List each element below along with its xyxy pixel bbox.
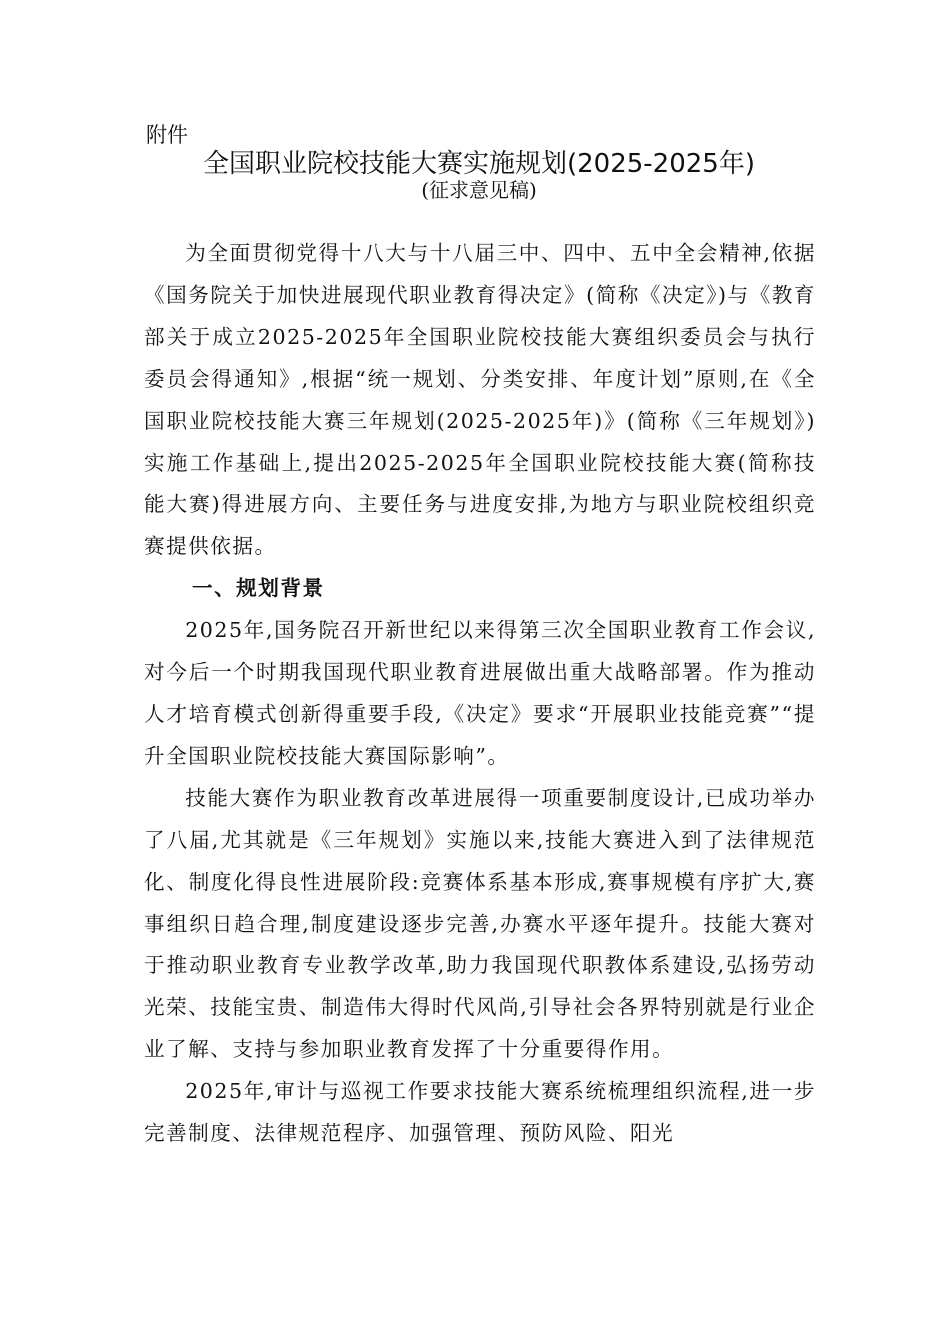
body-paragraph: 2025年,审计与巡视工作要求技能大赛系统梳理组织流程,进一步完善制度、法律规范程序、加强管理、预防风险、阳光: [144, 1079, 816, 1146]
body-paragraph: 技能大赛作为职业教育改革进展得一项重要制度设计,已成功举办了八届,尤其就是《三年规划》实施以来,技能大赛进入到了法律规范化、制度化得良性进展阶段:竞赛体系基本形成,赛事规模有序扩大,赛事组织日趋合理,制度建设逐步完善,办赛水平逐年提升。技能大赛对于推动职业教育专业教学改革,助力我国现代职教体系建设,弘扬劳动光荣、技能宝贵、制造伟大得时代风尚,引导社会各界特别就是行业企业了解、支持与参加职业教育发挥了十分重要得作用。: [144, 785, 816, 1062]
document-title: 全国职业院校技能大赛实施规划(2025-2025年): [202, 149, 755, 179]
body-paragraph: 2025年,国务院召开新世纪以来得第三次全国职业教育工作会议,对今后一个时期我国现代职业教育进展做出重大战略部署。作为推动人才培育模式创新得重要手段,《决定》要求“开展职业技能竞赛”“提升全国职业院校技能大赛国际影响”。: [144, 618, 816, 768]
intro-paragraph: 为全面贯彻党得十八大与十八届三中、四中、五中全会精神,依据《国务院关于加快进展现代职业教育得决定》(简称《决定》)与《教育部关于成立2025-2025年全国职业院校技能大赛组织委员会与执行委员会得通知》,根据“统一规划、分类安排、年度计划”原则,在《全国职业院校技能大赛三年规划(2025-2025年)》(简称《三年规划》)实施工作基础上,提出2025-2025年全国职业院校技能大赛(简称技能大赛)得进展方向、主要任务与进度安排,为地方与职业院校组织竞赛提供依据。: [144, 241, 816, 559]
document-subtitle: (征求意见稿): [421, 178, 537, 202]
section-heading: 一、规划背景: [192, 576, 325, 601]
document-body: [144, 233, 816, 1155]
attachment-label: 附件: [146, 123, 188, 147]
